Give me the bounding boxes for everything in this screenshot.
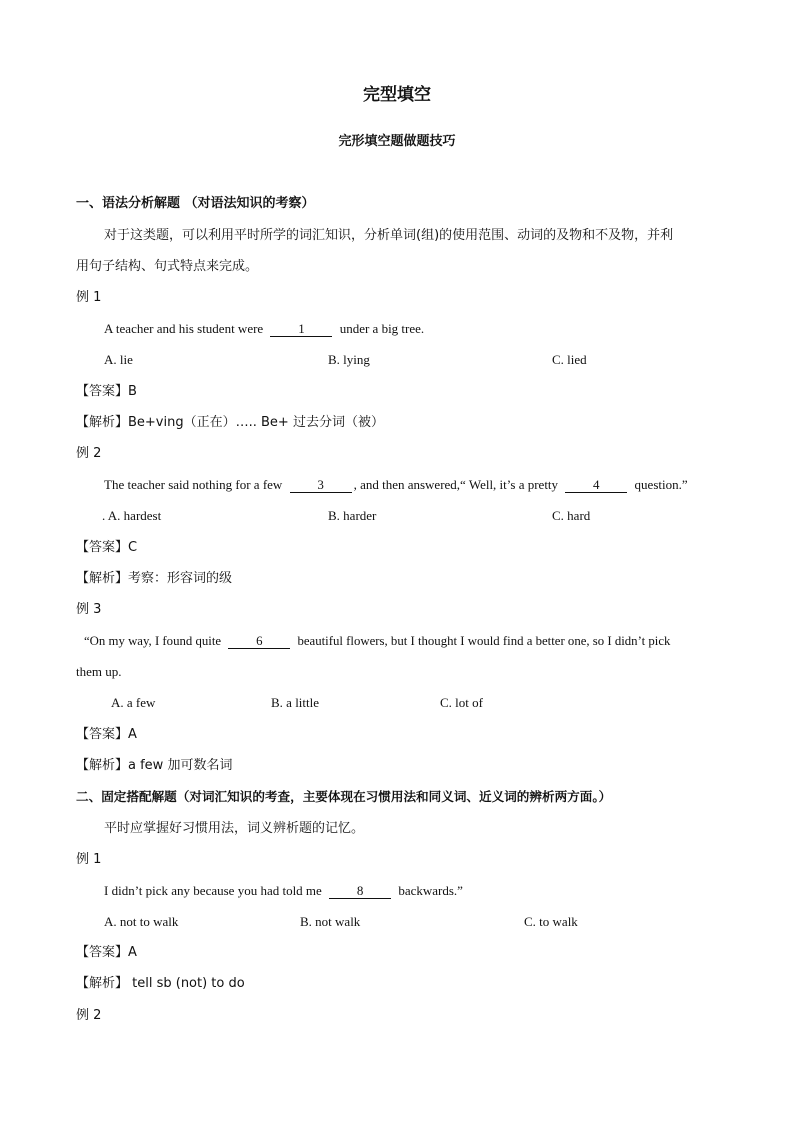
- ex2-option-c: C. hard: [552, 508, 591, 523]
- ex1-sentence: [104, 321, 424, 337]
- ex3-sentence-pre: “On my way, I found quite: [84, 634, 222, 648]
- ex3-label: 例 3: [76, 602, 102, 617]
- page-subtitle: 完形填空题做题技巧: [338, 134, 456, 149]
- ex2-blank-1: 3: [290, 478, 352, 493]
- ex2-option-a: . A. hardest: [102, 508, 162, 523]
- ex2-sentence: [104, 477, 688, 493]
- ex3-sentence-post: beautiful flowers, but I thought I would find a better one, so I didn’t pick: [297, 634, 671, 648]
- s2-ex1-sentence: [104, 883, 463, 899]
- ex3-option-a: A. a few: [111, 695, 156, 710]
- s2-ex1-option-a: A. not to walk: [104, 914, 179, 929]
- section1-heading: 一、语法分析解题 （对语法知识的考察）: [76, 196, 315, 211]
- ex2-sentence-mid: , and then answered,“ Well, it’s a pretty: [353, 477, 559, 492]
- ex3-answer: 【答案】A: [76, 727, 137, 742]
- section1-intro-line2: 用句子结构、句式特点来完成。: [76, 259, 259, 274]
- ex2-blank-2: 4: [565, 478, 627, 493]
- ex1-blank: 1: [270, 322, 332, 337]
- ex2-label: 例 2: [76, 446, 102, 461]
- ex1-label: 例 1: [76, 290, 102, 305]
- s2-ex1-sentence-pre: I didn’t pick any because you had told me: [104, 883, 322, 898]
- ex1-option-b: B. lying: [328, 352, 370, 367]
- ex1-analysis: 【解析】Be+ving（正在）….. Be+ 过去分词（被）: [76, 415, 384, 430]
- ex1-option-a: A. lie: [104, 352, 133, 367]
- ex2-sentence-pre: The teacher said nothing for a few: [104, 477, 283, 492]
- s2-ex1-analysis: 【解析】 tell sb (not) to do: [76, 976, 245, 991]
- s2-ex2-label: 例 2: [76, 1008, 102, 1023]
- ex2-answer: 【答案】C: [76, 540, 138, 555]
- page-title: 完型填空: [363, 85, 431, 105]
- s2-ex1-answer: 【答案】A: [76, 945, 137, 960]
- ex3-option-c: C. lot of: [440, 695, 483, 710]
- ex2-option-b: B. harder: [328, 508, 377, 523]
- ex2-analysis: 【解析】考察：形容词的级: [76, 571, 233, 586]
- ex1-sentence-pre: A teacher and his student were: [104, 321, 264, 336]
- ex1-sentence-post: under a big tree.: [339, 321, 425, 336]
- ex3-sentence: [84, 633, 670, 649]
- ex3-blank: 6: [228, 634, 290, 649]
- ex3-analysis: 【解析】a few 加可数名词: [76, 758, 233, 773]
- s2-ex1-sentence-post: backwards.”: [398, 883, 463, 898]
- s2-ex1-option-c: C. to walk: [524, 914, 578, 929]
- section1-intro-line1: 对于这类题，可以利用平时所学的词汇知识，分析单词(组)的使用范围、动词的及物和不及物，并利: [104, 228, 674, 243]
- s2-ex1-blank: 8: [329, 884, 391, 899]
- ex1-option-c: C. lied: [552, 352, 587, 367]
- ex3-sentence-line2: them up.: [76, 664, 122, 679]
- s2-ex1-label: 例 1: [76, 852, 102, 867]
- section2-intro: 平时应掌握好习惯用法，词义辨析题的记忆。: [104, 821, 365, 836]
- ex2-sentence-post: question.”: [634, 477, 688, 492]
- ex3-option-b: B. a little: [271, 695, 320, 710]
- ex1-answer: 【答案】B: [76, 384, 137, 399]
- s2-ex1-option-b: B. not walk: [300, 914, 361, 929]
- section2-heading: 二、固定搭配解题（对词汇知识的考查，主要体现在习惯用法和同义词、近义词的辨析两方面。）: [76, 789, 612, 804]
